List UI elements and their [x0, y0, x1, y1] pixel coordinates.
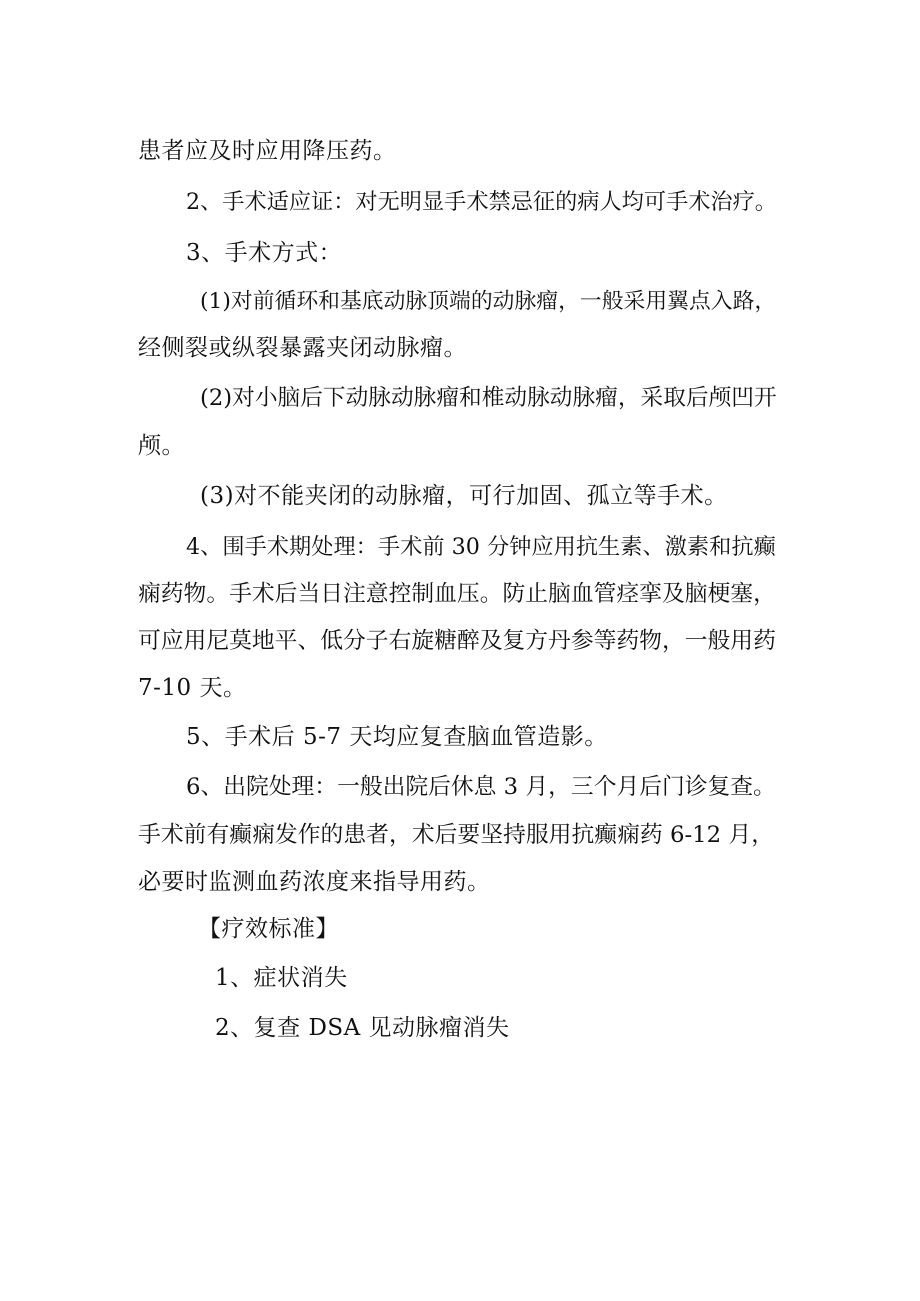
- text-line: 2、手术适应证：对无明显手术禁忌征的病人均可手术治疗。: [186, 189, 777, 215]
- text-line: (2)对小脑后下动脉动脉瘤和椎动脉动脉瘤，采取后颅凹开: [200, 385, 777, 411]
- text-line: 4、围手术期处理：手术前 30 分钟应用抗生素、激素和抗癫: [186, 534, 776, 560]
- text-line: 手术前有癫痫发作的患者，术后要坚持服用抗癫痫药 6-12 月，: [138, 822, 775, 848]
- text-line: 颅。: [138, 433, 185, 459]
- text-line: 1、症状消失: [215, 965, 348, 991]
- text-line: (1)对前循环和基底动脉顶端的动脉瘤，一般采用翼点入路，: [200, 289, 777, 314]
- section-heading: 【疗效标准】: [198, 916, 339, 942]
- text-line: 2、复查 DSA 见动脉瘤消失: [215, 1015, 510, 1041]
- text-line: 3、手术方式：: [186, 240, 343, 266]
- text-line: 痫药物。手术后当日注意控制血压。防止脑血管痉挛及脑梗塞，: [138, 581, 776, 607]
- text-line: 可应用尼莫地平、低分子右旋糖醉及复方丹参等药物，一般用药: [138, 628, 776, 654]
- text-line: 经侧裂或纵裂暴露夹闭动脉瘤。: [138, 335, 467, 361]
- text-line: 患者应及时应用降压药。: [138, 138, 397, 164]
- text-line: 必要时监测血药浓度来指导用药。: [138, 869, 491, 895]
- text-line: 7-10 天。: [138, 675, 247, 701]
- text-line: (3)对不能夹闭的动脉瘤，可行加固、孤立等手术。: [200, 483, 728, 509]
- text-line: 6、出院处理：一般出院后休息 3 月，三个月后门诊复查。: [186, 774, 776, 800]
- text-line: 5、手术后 5-7 天均应复查脑血管造影。: [186, 724, 608, 750]
